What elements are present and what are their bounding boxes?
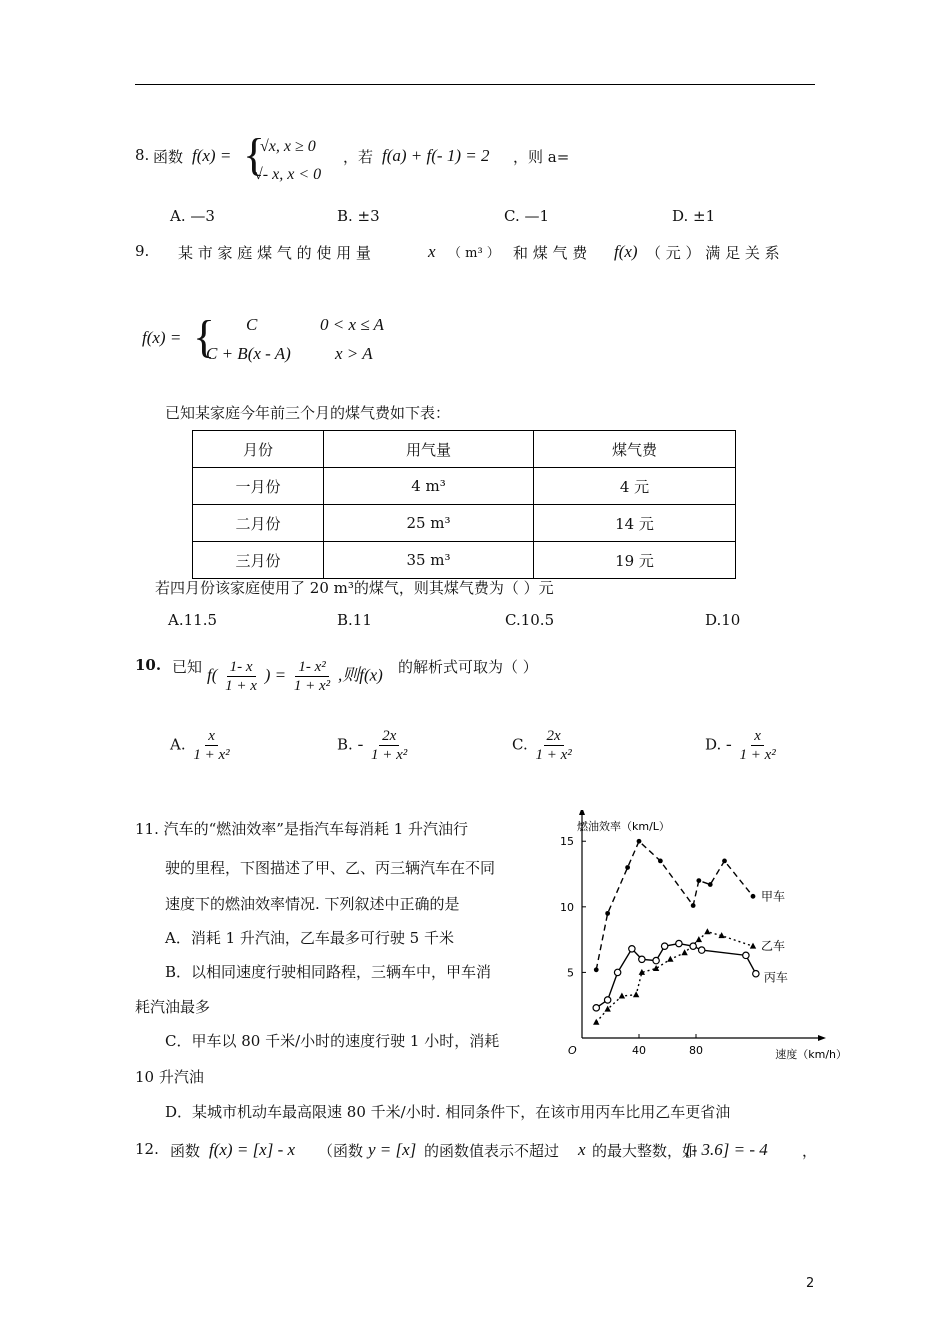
q10-number: 10.	[135, 656, 162, 674]
fuel-efficiency-chart	[555, 810, 855, 1065]
q11-line: 驶的里程，下图描述了甲、乙、丙三辆汽车在不同	[165, 859, 496, 877]
x-tick-label: 80	[689, 1044, 703, 1057]
q9-x: x	[428, 242, 436, 261]
q9-question: 若四月份该家庭使用了 20 m³的煤气，则其煤气费为（ ）元	[155, 579, 554, 597]
q12-y: y = [x]	[368, 1140, 417, 1159]
q8-number: 8.	[135, 146, 150, 164]
q11-option-a: A．消耗 1 升汽油，乙车最多可行驶 5 千米	[165, 929, 454, 947]
q12-comma: ，	[802, 1142, 818, 1160]
q8-brace: {	[243, 129, 266, 180]
data-point	[718, 932, 724, 938]
q8-option-d: D. ±1	[672, 207, 716, 225]
data-point	[704, 928, 710, 934]
data-point	[593, 1005, 599, 1011]
q11-line: 11. 汽车的“燃油效率”是指汽车每消耗 1 升汽油行	[135, 820, 469, 838]
data-point	[690, 943, 696, 949]
data-point	[653, 965, 659, 971]
q11-option-b: B．以相同速度行驶相同路程，三辆车中，甲车消	[165, 963, 492, 981]
q11-option-b-cont: 耗汽油最多	[135, 998, 211, 1016]
q9-option-b: B.11	[337, 611, 372, 629]
table-cell: 4 m³	[324, 468, 534, 505]
series-label-1: 甲车	[761, 889, 786, 904]
data-point	[639, 956, 645, 962]
data-point	[605, 911, 610, 916]
data-point	[594, 967, 599, 972]
q9-brace: {	[193, 311, 216, 362]
data-point	[661, 943, 667, 949]
q9-fx: f(x)	[614, 242, 638, 261]
q8-cond: ，若	[343, 148, 374, 166]
data-point	[619, 993, 625, 999]
table-cell: 二月份	[193, 505, 324, 542]
q8-option-b: B. ±3	[337, 207, 380, 225]
data-point	[743, 952, 749, 958]
data-point	[629, 946, 635, 952]
q10-rhs-fraction: $\frac{\text{1- x²}}{\text{1 + x²}}$	[293, 659, 331, 694]
q9-option-a: A.11.5	[168, 611, 217, 629]
q9-row2-value: C + B(x - A)	[206, 344, 291, 363]
table-row	[193, 505, 736, 542]
table-cell: 4 元	[534, 468, 736, 505]
q10-option-c: C. $\frac{2x}{\text{1 + x²}}$	[512, 728, 572, 763]
data-point	[637, 839, 642, 844]
chart-labels	[560, 819, 847, 1061]
y-axis-label: 燃油效率（km/L）	[577, 820, 670, 833]
table-cell: 35 m³	[324, 542, 534, 579]
data-point	[604, 997, 610, 1003]
q8-fx: f(x) =	[192, 146, 232, 165]
table-header-cell: 用气量	[324, 431, 534, 468]
q9-stem2: 和 煤 气 费	[513, 244, 588, 262]
data-point	[681, 949, 687, 955]
q9-number: 9.	[135, 242, 150, 260]
q10-option-a: A. $\frac{x}{\text{1 + x²}}$	[170, 728, 230, 763]
y-tick-label: 10	[560, 900, 574, 914]
q10-option-b: B. - $\frac{2x}{\text{1 + x²}}$	[337, 728, 408, 763]
q8-text: 函数	[153, 148, 184, 166]
table-cell: 一月份	[193, 468, 324, 505]
data-point	[696, 936, 702, 942]
q11-option-c: C．甲车以 80 千米/小时的速度行驶 1 小时，消耗	[165, 1032, 500, 1050]
q9-intro: 已知某家庭今年前三个月的煤气费如下表：	[165, 404, 451, 422]
series-line-2	[596, 932, 753, 1023]
series-label-2: 乙车	[761, 939, 786, 954]
q8-case2: √- x, x < 0	[254, 166, 322, 183]
table-cell: 14 元	[534, 505, 736, 542]
series-line-1	[596, 841, 753, 970]
data-point	[593, 1019, 599, 1025]
data-point	[625, 865, 630, 870]
x-axis-arrow	[818, 1035, 826, 1041]
data-point	[658, 859, 663, 864]
q11-option-c-cont: 10 升汽油	[135, 1068, 204, 1086]
table-row	[193, 542, 736, 579]
q9-func-lhs: f(x) =	[142, 328, 182, 347]
q9-row1-condition: 0 < x ≤ A	[320, 315, 384, 334]
header-rule	[135, 84, 815, 85]
q9-row2-condition: x > A	[335, 344, 373, 363]
q9-option-c: C.10.5	[505, 611, 555, 629]
chart-series	[593, 839, 759, 1025]
q10-text: 已知	[172, 658, 203, 676]
q8-option-a: A. —3	[170, 207, 215, 225]
table-header-cell: 煤气费	[534, 431, 736, 468]
q12-function: f(x) = [x] - x	[209, 1140, 296, 1159]
table-row	[193, 468, 736, 505]
q12-mid: （函数	[318, 1142, 364, 1160]
q10-lhs-fraction: $\frac{1- x}{1 + x}$	[225, 659, 257, 694]
data-point	[708, 882, 713, 887]
data-point	[750, 943, 756, 949]
y-tick-label: 5	[567, 966, 574, 980]
q9-row1-value: C	[246, 315, 258, 334]
q10-tail: 的解析式可取为（ ）	[398, 658, 538, 676]
q12-desc2: 的最大整数，如	[592, 1142, 698, 1160]
table-cell: 19 元	[534, 542, 736, 579]
data-point	[614, 969, 620, 975]
q8-option-c: C. —1	[504, 207, 550, 225]
q10-option-d: D. - $\frac{x}{\text{1 + x²}}$	[705, 728, 776, 763]
q8-tail: ，则 a=	[513, 148, 570, 166]
y-axis-arrow	[579, 810, 585, 815]
data-point	[751, 894, 756, 899]
data-point	[667, 956, 673, 962]
q11-line: 速度下的燃油效率情况. 下列叙述中正确的是	[165, 895, 460, 913]
data-point	[753, 971, 759, 977]
q11-option-d: D．某城市机动车最高限速 80 千米/小时. 相同条件下，在该市用丙车比用乙车更省油	[165, 1103, 731, 1121]
q12-number: 12.	[135, 1140, 159, 1158]
data-point	[696, 878, 701, 883]
data-point	[653, 957, 659, 963]
gas-fee-table	[192, 430, 736, 579]
data-point	[633, 991, 639, 997]
table-header-row	[193, 431, 736, 468]
q9-stem: 某 市 家 庭 煤 气 的 使 用 量	[178, 244, 371, 262]
q9-stem3: （ 元 ） 满 足 关 系	[646, 244, 780, 262]
data-point	[722, 859, 727, 864]
table-cell: 三月份	[193, 542, 324, 579]
origin-label: O	[568, 1044, 577, 1057]
q9-unit: （ m³ ）	[448, 246, 500, 261]
q8-case1: √x, x ≥ 0	[260, 138, 316, 155]
table-header-cell: 月份	[193, 431, 324, 468]
y-tick-label: 15	[560, 835, 574, 849]
q12-desc: 的函数值表示不超过	[424, 1142, 560, 1160]
q12-x: x	[578, 1140, 586, 1159]
x-axis-label: 速度（km/h）	[775, 1048, 847, 1061]
q12-text: 函数	[170, 1142, 201, 1160]
table-cell: 25 m³	[324, 505, 534, 542]
q10-equation: f( $\frac{1- x}{1 + x}$ ) = $\frac{\text{1- x²}}{\text{1 + x²}}$ ,则f(x)	[207, 659, 383, 694]
q8-equation: f(a) + f(- 1) = 2	[382, 146, 490, 165]
page-number: 2	[806, 1276, 815, 1291]
chart-axes	[579, 810, 826, 1041]
q12-example: [- 3.6] = - 4	[685, 1140, 768, 1159]
data-point	[691, 903, 696, 908]
x-tick-label: 40	[632, 1044, 646, 1057]
series-label-3: 丙车	[763, 970, 788, 985]
data-point	[676, 940, 682, 946]
q9-option-d: D.10	[705, 611, 741, 629]
data-point	[699, 947, 705, 953]
